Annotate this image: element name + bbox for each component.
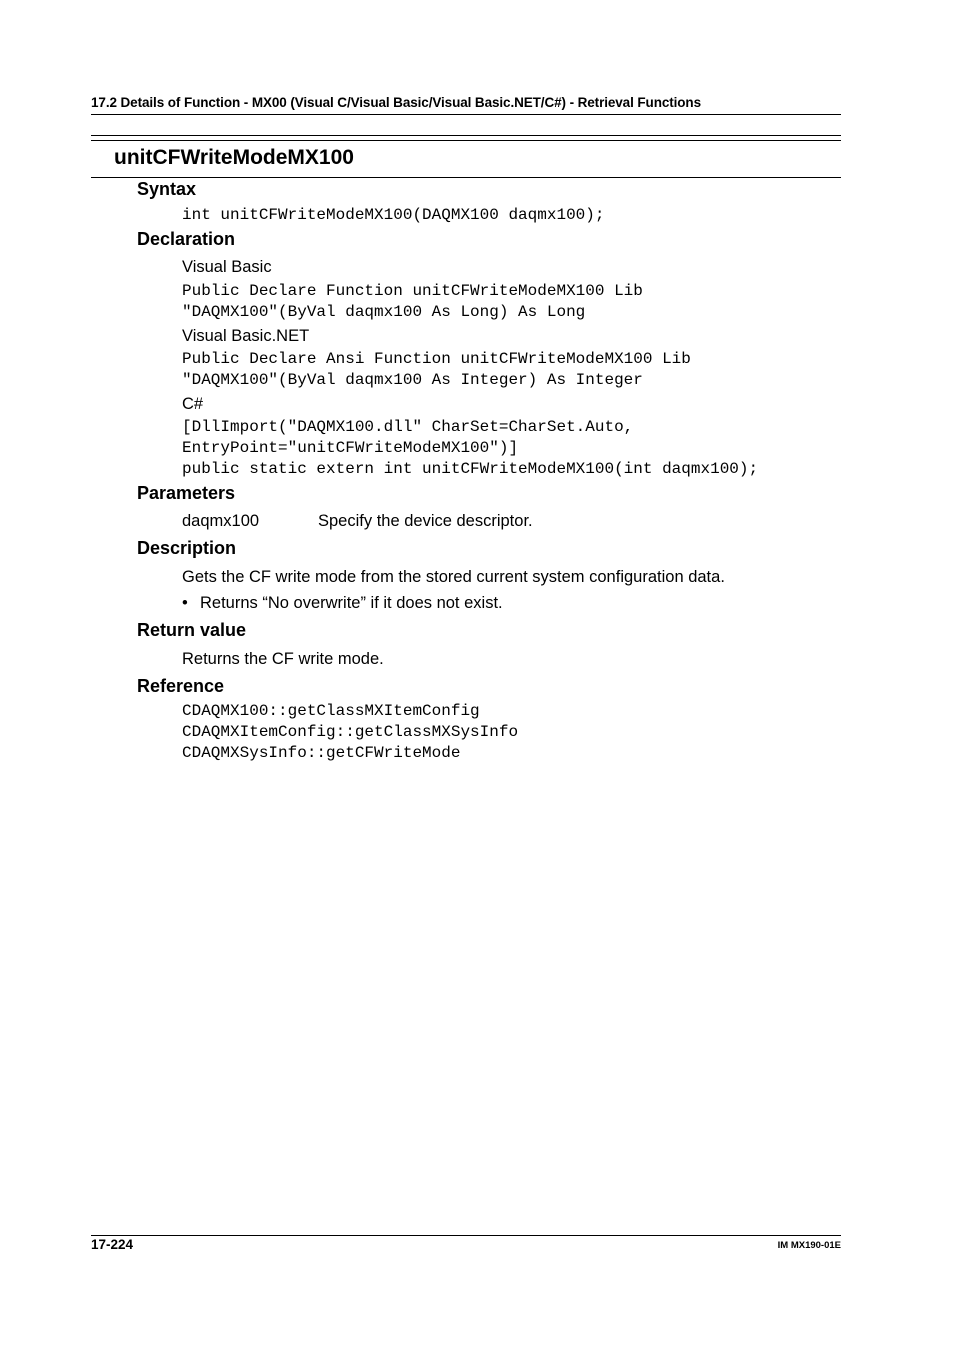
document-id: IM MX190-01E: [777, 1240, 841, 1251]
cs-code-line-3: public static extern int unitCFWriteModeMX100(int daqmx100);: [182, 460, 759, 478]
reference-heading: Reference: [137, 676, 225, 696]
footer-rule: [91, 1235, 841, 1236]
reference-item: CDAQMXItemConfig::getClassMXSysInfo: [182, 723, 519, 741]
vbnet-code-line-2: "DAQMX100"(ByVal daqmx100 As Integer) As Integer: [182, 371, 643, 389]
bullet-text: Returns “No overwrite” if it does not exist.: [200, 594, 503, 612]
declaration-heading: Declaration: [137, 229, 236, 249]
description-text: Gets the CF write mode from the stored current system configuration data.: [182, 568, 725, 586]
function-title: unitCFWriteModeMX100: [114, 146, 354, 169]
vbnet-label: Visual Basic.NET: [182, 327, 310, 345]
reference-item: CDAQMX100::getClassMXItemConfig: [182, 702, 480, 720]
reference-item: CDAQMXSysInfo::getCFWriteMode: [182, 744, 461, 762]
title-rule-top-2: [91, 140, 841, 141]
parameter-description: Specify the device descriptor.: [318, 512, 533, 530]
cs-code-line-1: [DllImport("DAQMX100.dll" CharSet=CharSet.Auto,: [182, 418, 634, 436]
return-value-text: Returns the CF write mode.: [182, 650, 384, 668]
vbnet-code-line-1: Public Declare Ansi Function unitCFWriteModeMX100 Lib: [182, 350, 691, 368]
title-rule-bottom: [91, 177, 841, 178]
cs-label: C#: [182, 395, 204, 413]
description-bullet: [182, 593, 503, 614]
return-value-heading: Return value: [137, 620, 247, 640]
running-header: 17.2 Details of Function - MX00 (Visual C/Visual Basic/Visual Basic.NET/C#) - Retrieval Functions: [91, 95, 701, 110]
bullet-marker: •: [182, 594, 188, 612]
title-rule-top: [91, 135, 841, 136]
header-rule: [91, 114, 841, 115]
parameter-name: daqmx100: [182, 512, 260, 530]
vb-label: Visual Basic: [182, 258, 272, 276]
description-heading: Description: [137, 538, 237, 558]
parameters-heading: Parameters: [137, 483, 236, 503]
vb-code-line-2: "DAQMX100"(ByVal daqmx100 As Long) As Long: [182, 303, 586, 321]
page-number: 17-224: [91, 1237, 134, 1252]
vb-code-line-1: Public Declare Function unitCFWriteModeMX100 Lib: [182, 282, 643, 300]
syntax-heading: Syntax: [137, 179, 197, 199]
cs-code-line-2: EntryPoint="unitCFWriteModeMX100")]: [182, 439, 519, 457]
syntax-code: int unitCFWriteModeMX100(DAQMX100 daqmx100);: [182, 206, 605, 224]
